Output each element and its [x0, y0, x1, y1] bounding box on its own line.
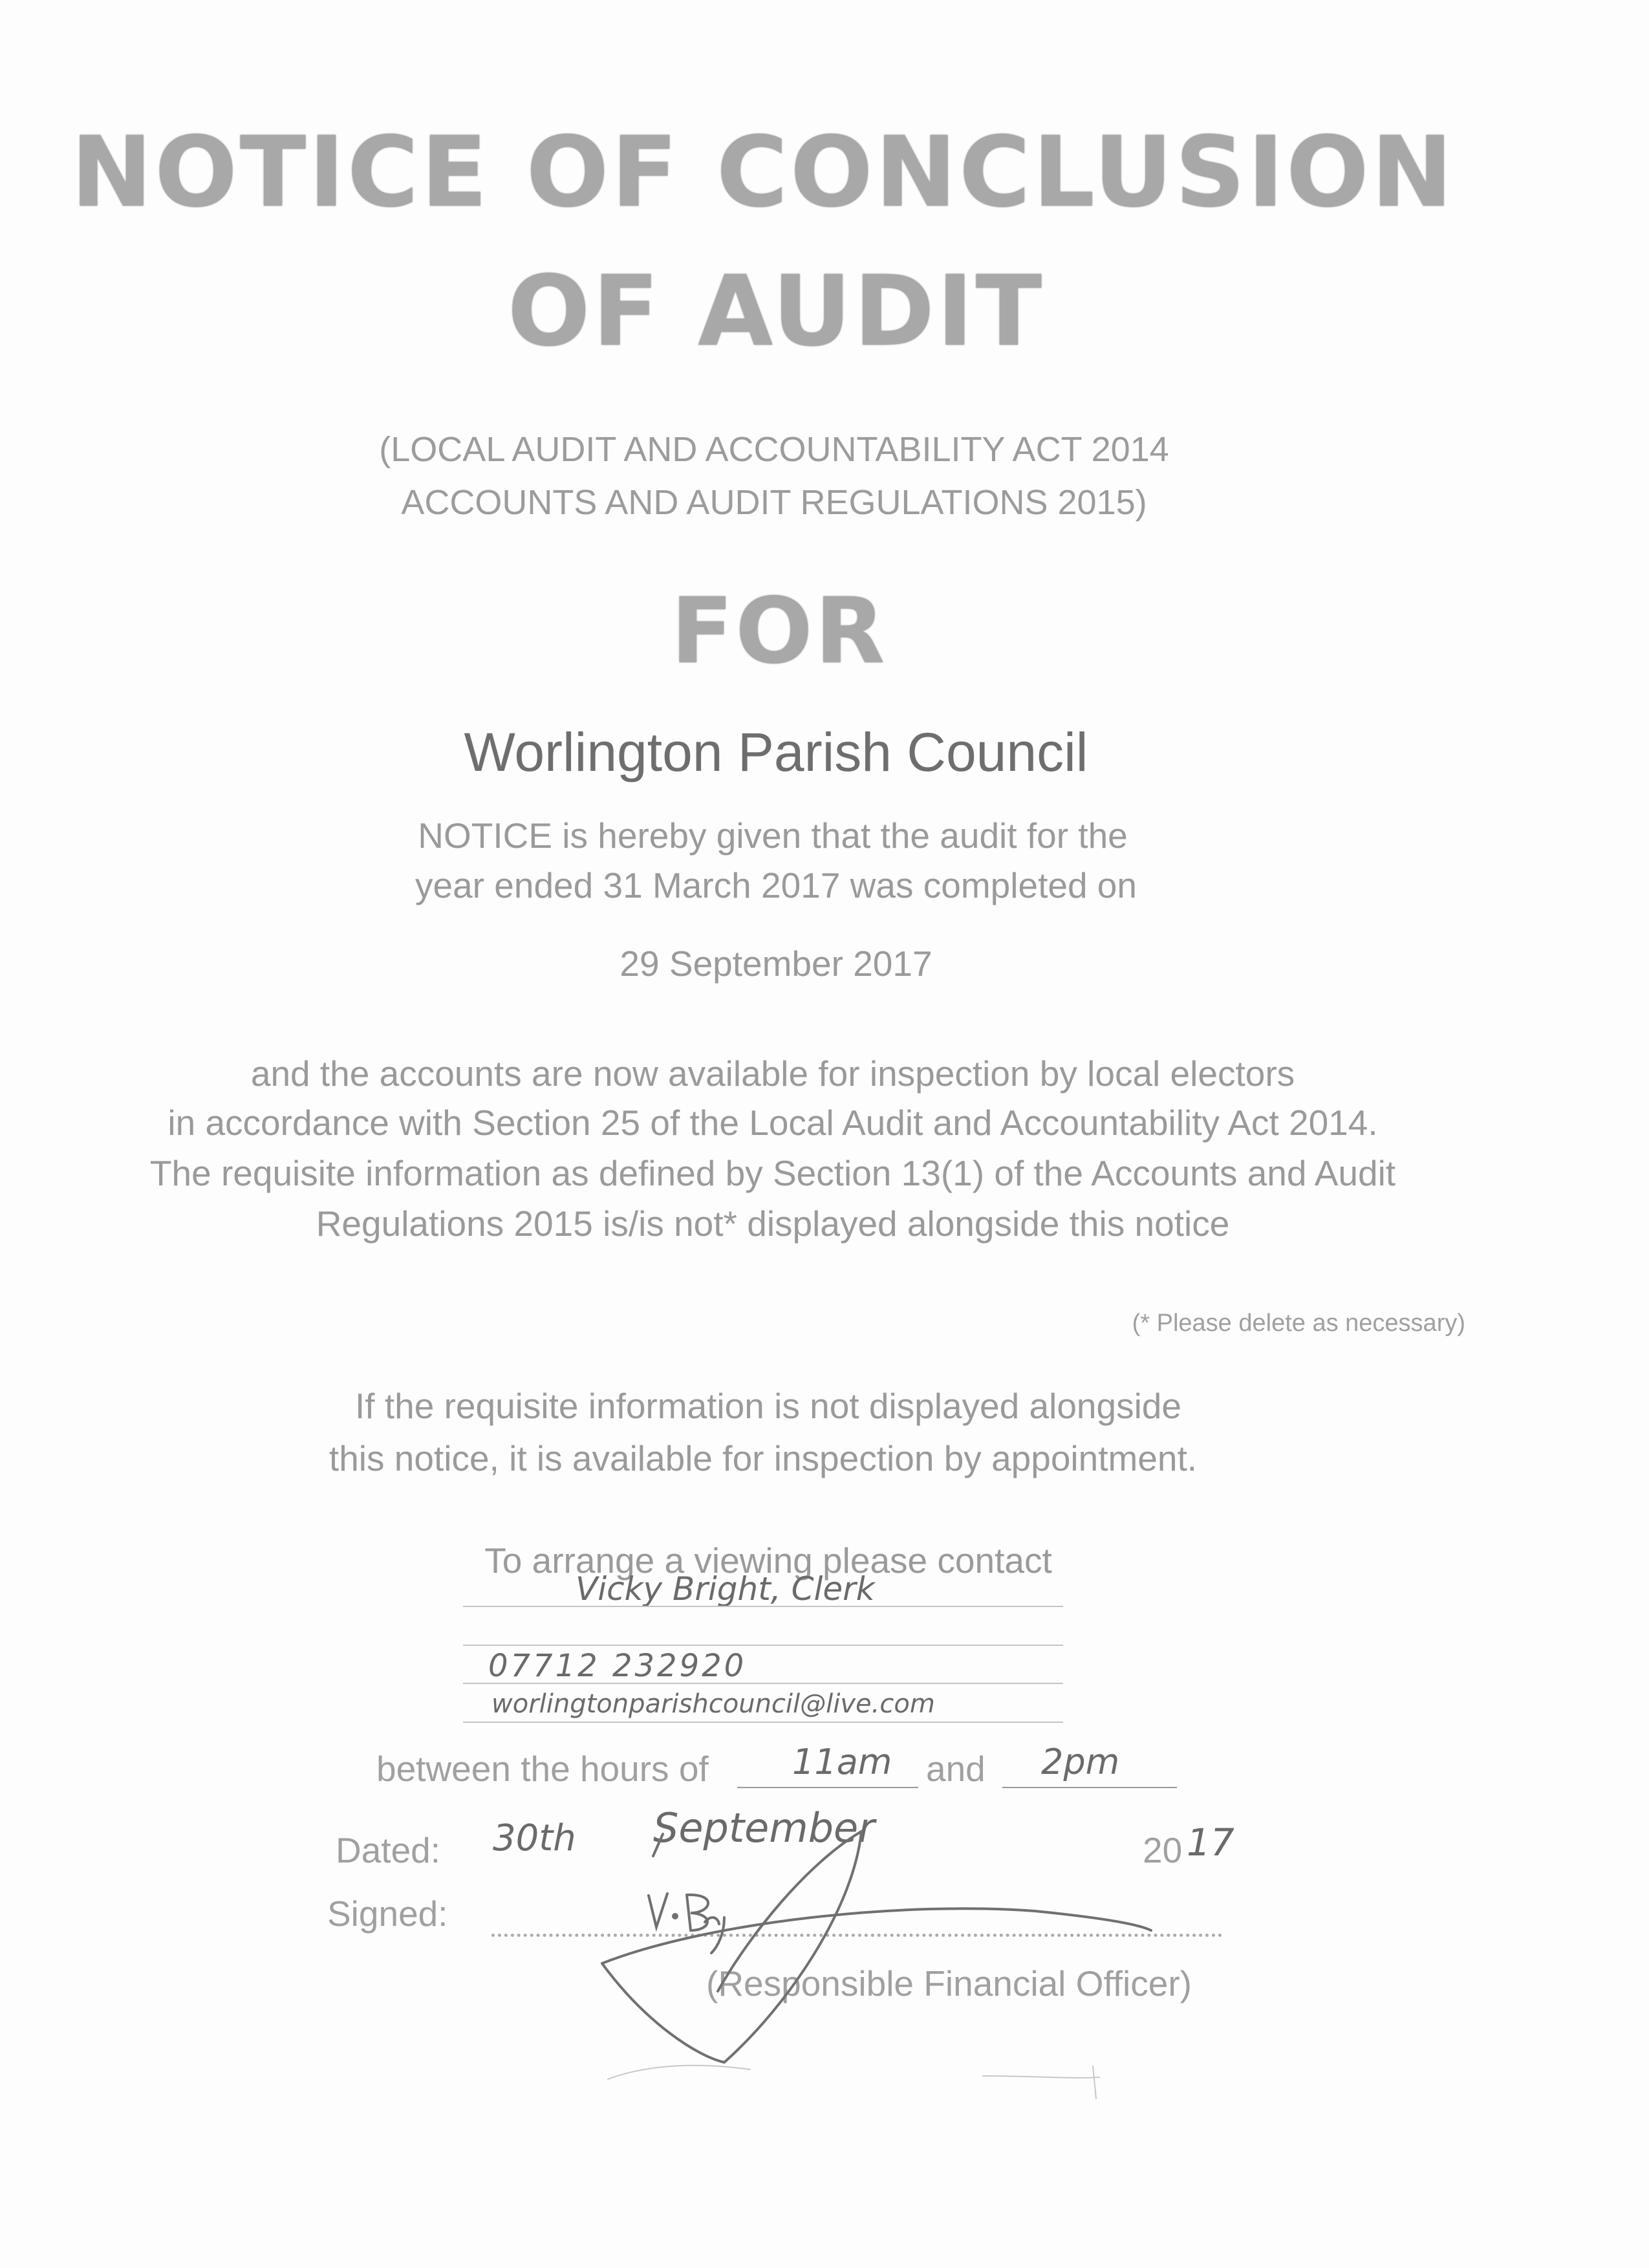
paragraph-line-3: The requisite information as defined by Section 13(1) of the Accounts and Audit	[149, 1153, 1396, 1193]
title-line-1: NOTICE OF CONCLUSION	[70, 116, 1456, 229]
signed-role: (Responsible Financial Officer)	[706, 1963, 1192, 2003]
appointment-line-1: If the requisite information is not displayed alongside	[355, 1386, 1181, 1426]
hours-to[interactable]: 2pm	[1041, 1742, 1120, 1782]
legislation-line-2: ACCOUNTS AND AUDIT REGULATIONS 2015)	[401, 483, 1147, 522]
title-line-2: OF AUDIT	[507, 255, 1045, 368]
paragraph-line-1: and the accounts are now available for inspection by local electors	[250, 1053, 1295, 1094]
dated-day[interactable]: 30th	[493, 1817, 576, 1859]
appointment-line-2: this notice, it is available for inspection by appointment.	[329, 1438, 1198, 1478]
dated-year-printed: 20	[1143, 1830, 1183, 1870]
signed-label: Signed:	[327, 1894, 448, 1934]
for-label: FOR	[671, 579, 888, 684]
contact-phone[interactable]: 07712 232920	[488, 1648, 747, 1684]
paragraph-line-2: in accordance with Section 25 of the Local Audit and Accountability Act 2014.	[167, 1103, 1378, 1143]
footnote: (* Please delete as necessary)	[1132, 1310, 1465, 1337]
dated-month[interactable]: September	[653, 1804, 875, 1852]
dated-year-handwritten[interactable]: 17	[1187, 1820, 1234, 1864]
completion-date: 29 September 2017	[620, 944, 932, 984]
legislation-line-1: (LOCAL AUDIT AND ACCOUNTABILITY ACT 2014	[379, 430, 1169, 469]
hours-label: between the hours of	[376, 1749, 709, 1789]
notice-line-2: year ended 31 March 2017 was completed on	[415, 865, 1137, 905]
notice-line-1: NOTICE is hereby given that the audit for the	[418, 815, 1128, 856]
contact-name[interactable]: Vicky Bright, Clerk	[576, 1570, 875, 1608]
council-name: Worlington Parish Council	[464, 722, 1088, 783]
dated-label: Dated:	[336, 1830, 441, 1870]
contact-label: To arrange a viewing please contact	[484, 1540, 1052, 1581]
hours-and-label: and	[926, 1749, 986, 1789]
hours-from[interactable]: 11am	[792, 1742, 892, 1782]
paragraph-line-4: Regulations 2015 is/is not* displayed alongside this notice	[316, 1204, 1230, 1244]
contact-email[interactable]: worlingtonparishcouncil@live.com	[491, 1689, 935, 1719]
